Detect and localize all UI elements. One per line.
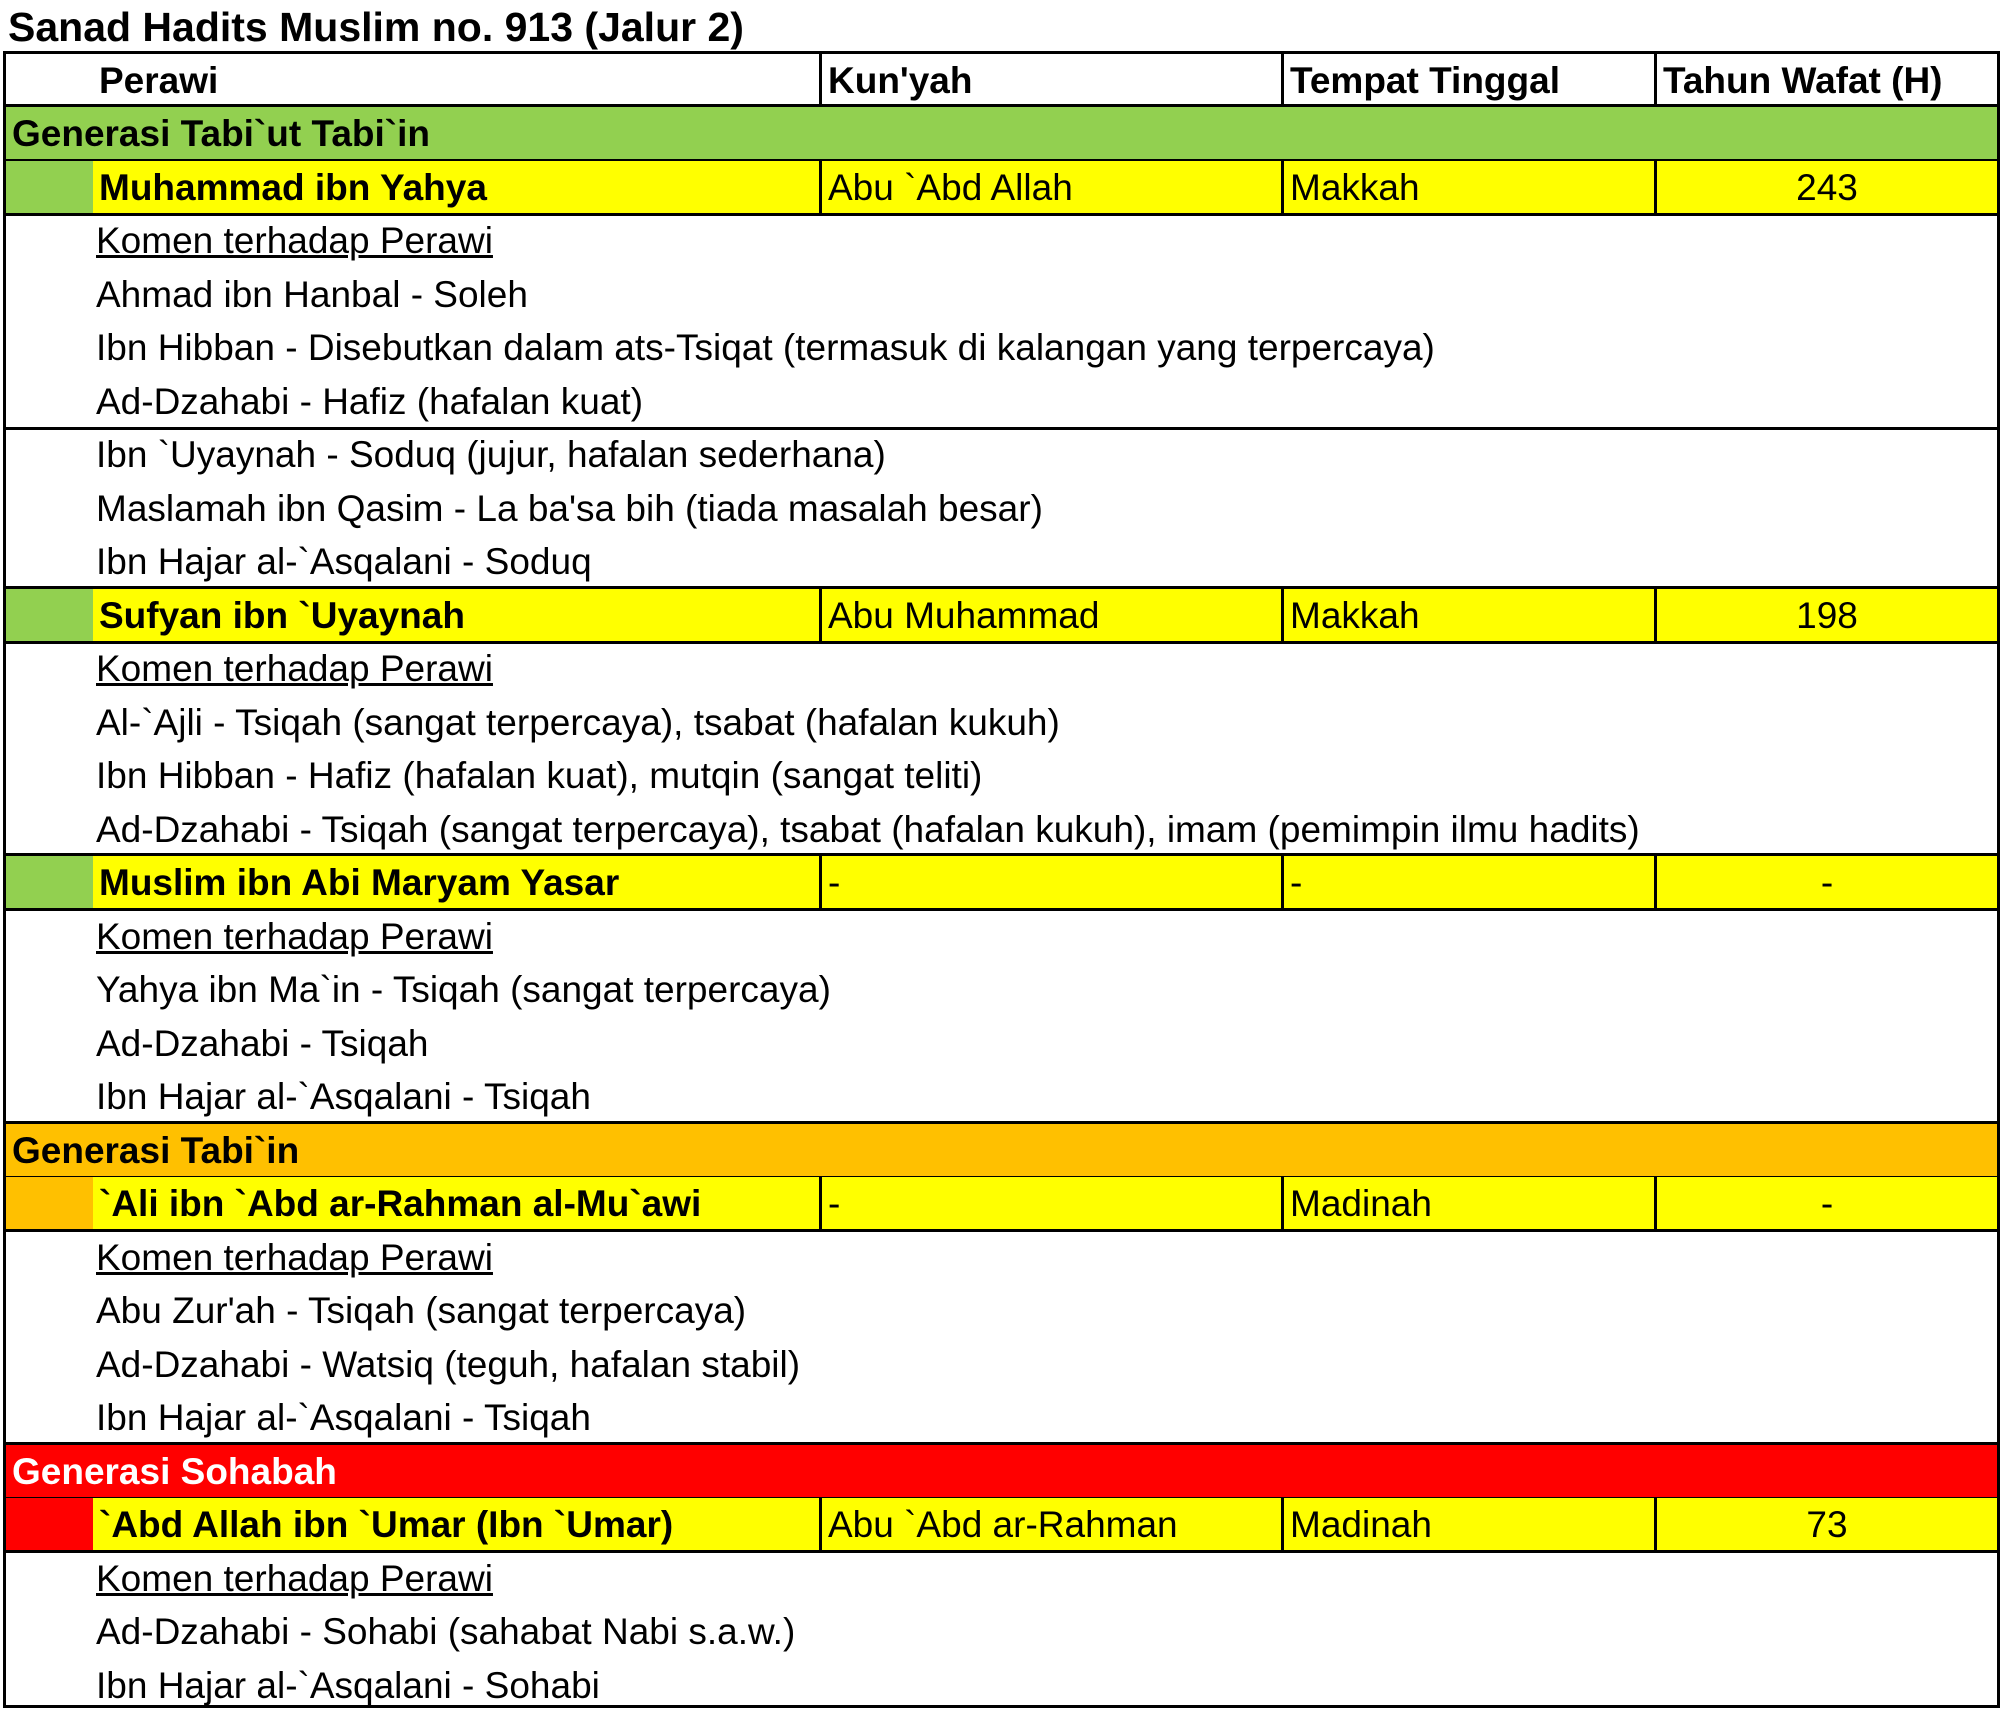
- comment-line: Ad-Dzahabi - Hafiz (hafalan kuat): [96, 380, 644, 422]
- narrator-tahun: 73: [1654, 1498, 1997, 1551]
- comment-line: Ad-Dzahabi - Tsiqah (sangat terpercaya), tsabat (hafalan kukuh), imam (pemimpin ilmu hadits): [96, 808, 1640, 850]
- narrator-name: `Abd Allah ibn `Umar (Ibn `Umar): [93, 1498, 819, 1551]
- sanad-table: [3, 51, 2000, 1708]
- generation-marker: [6, 589, 93, 642]
- narrator-row: [6, 1177, 1997, 1230]
- narrator-tahun: -: [1654, 856, 1997, 909]
- comment-line: Ad-Dzahabi - Sohabi (sahabat Nabi s.a.w.): [96, 1611, 796, 1652]
- comment-line: Ibn `Uyaynah - Soduq (jujur, hafalan sederhana): [96, 434, 886, 475]
- narrator-name: Muhammad ibn Yahya: [93, 161, 819, 214]
- generation-marker: [6, 1498, 93, 1551]
- narrator-tempat: Madinah: [1281, 1177, 1654, 1230]
- comment-line: Ahmad ibn Hanbal - Soleh: [96, 273, 528, 315]
- narrator-kunyah: -: [819, 856, 1281, 909]
- narrator-tahun: 198: [1654, 589, 1997, 642]
- comment-line: Ibn Hibban - Hafiz (hafalan kuat), mutqin (sangat teliti): [96, 755, 983, 796]
- generation-row: Generasi Tabi`in: [6, 1124, 1997, 1177]
- comment-line: Ibn Hajar al-`Asqalani - Tsiqah: [96, 1076, 591, 1117]
- comment-line: Yahya ibn Ma`in - Tsiqah (sangat terpercaya): [96, 969, 831, 1010]
- generation-marker: [6, 856, 93, 909]
- header-perawi: Perawi: [99, 60, 219, 101]
- generation-marker: [6, 161, 93, 214]
- comment-line: Abu Zur'ah - Tsiqah (sangat terpercaya): [96, 1290, 747, 1331]
- header-tahun: Tahun Wafat (H): [1654, 54, 1997, 104]
- comment-line: Ad-Dzahabi - Watsiq (teguh, hafalan stabil): [96, 1343, 801, 1385]
- comment-line: Ibn Hajar al-`Asqalani - Sohabi: [96, 1664, 600, 1706]
- narrator-tempat: Makkah: [1281, 161, 1654, 214]
- header-kunyah: Kun'yah: [819, 54, 1281, 104]
- comment-heading: Komen terhadap Perawi: [96, 915, 493, 957]
- comment-line: Ibn Hibban - Disebutkan dalam ats-Tsiqat (termasuk di kalangan yang terpercaya): [96, 327, 1435, 368]
- comment-heading: Komen terhadap Perawi: [96, 1557, 493, 1599]
- narrator-tahun: -: [1654, 1177, 1997, 1230]
- comment-line: Ibn Hajar al-`Asqalani - Soduq: [96, 541, 592, 582]
- comment-heading: Komen terhadap Perawi: [96, 1236, 493, 1278]
- narrator-row: [6, 161, 1997, 214]
- narrator-kunyah: Abu `Abd ar-Rahman: [819, 1498, 1281, 1551]
- narrator-tempat: -: [1281, 856, 1654, 909]
- comment-heading: Komen terhadap Perawi: [96, 220, 493, 261]
- narrator-kunyah: Abu `Abd Allah: [819, 161, 1281, 214]
- narrator-tempat: Makkah: [1281, 589, 1654, 642]
- narrator-row: [6, 1498, 1997, 1551]
- narrator-tahun: 243: [1654, 161, 1997, 214]
- generation-row: Generasi Sohabah: [6, 1445, 1997, 1498]
- comment-heading: Komen terhadap Perawi: [96, 648, 493, 689]
- header-tempat: Tempat Tinggal: [1281, 54, 1654, 104]
- narrator-kunyah: -: [819, 1177, 1281, 1230]
- comment-line: Ad-Dzahabi - Tsiqah: [96, 1022, 429, 1064]
- narrator-row: [6, 856, 1997, 909]
- narrator-name: `Ali ibn `Abd ar-Rahman al-Mu`awi: [93, 1177, 819, 1230]
- sheet-title: Sanad Hadits Muslim no. 913 (Jalur 2): [8, 4, 744, 50]
- comment-line: Al-`Ajli - Tsiqah (sangat terpercaya), tsabat (hafalan kukuh): [96, 701, 1060, 743]
- narrator-name: Muslim ibn Abi Maryam Yasar: [93, 856, 819, 909]
- generation-marker: [6, 1177, 93, 1230]
- narrator-tempat: Madinah: [1281, 1498, 1654, 1551]
- comment-line: Maslamah ibn Qasim - La ba'sa bih (tiada masalah besar): [96, 487, 1043, 529]
- narrator-name: Sufyan ibn `Uyaynah: [93, 589, 819, 642]
- header-row: [6, 54, 1997, 107]
- generation-row: Generasi Tabi`ut Tabi`in: [6, 107, 1997, 160]
- narrator-kunyah: Abu Muhammad: [819, 589, 1281, 642]
- comment-line: Ibn Hajar al-`Asqalani - Tsiqah: [96, 1397, 591, 1438]
- narrator-row: [6, 589, 1997, 642]
